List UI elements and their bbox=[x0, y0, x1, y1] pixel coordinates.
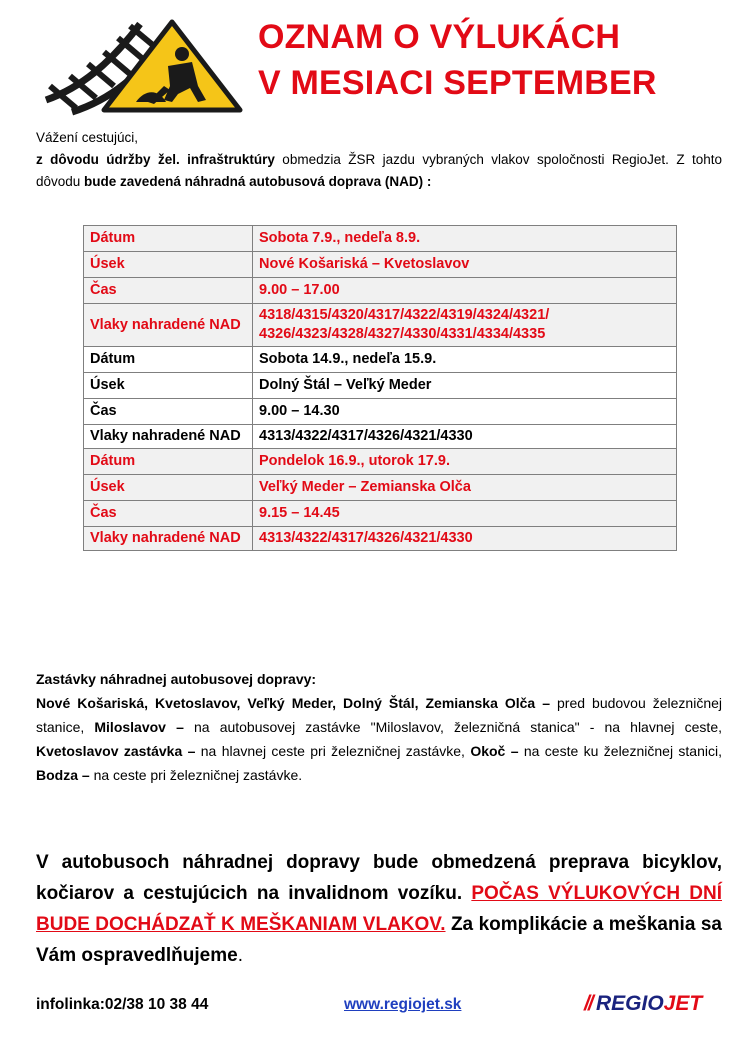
schedule-label: Dátum bbox=[84, 347, 253, 373]
schedule-label: Čas bbox=[84, 501, 253, 527]
stop-2-desc: na autobusovej zastávke "Miloslavov, železničná stanica" - na hlavnej ceste, bbox=[183, 719, 723, 735]
stop-4-name: Okoč – bbox=[470, 743, 519, 759]
schedule-table bbox=[83, 225, 677, 551]
title-line-2: V MESIACI SEPTEMBER bbox=[258, 64, 657, 102]
infoline-phone: infolinka:02/38 10 38 44 bbox=[36, 996, 209, 1013]
notice-apology: Za komplikácie a meškania sa Vám ospravedlňujeme bbox=[36, 914, 722, 966]
intro-bold-1: z dôvodu údržby žel. infraštruktúry bbox=[36, 152, 275, 167]
notice-restrictions: V autobusoch náhradnej dopravy bude obmedzená preprava bicyklov, kočiarov a cestujúcich na invalidnom vozíku. bbox=[36, 852, 722, 904]
schedule-value: 4318/4315/4320/4317/4322/4319/4324/4321/ 4326/4323/4328/4327/4330/4331/4334/4335 bbox=[253, 304, 677, 347]
schedule-row bbox=[84, 373, 677, 399]
schedule-label: Vlaky nahradené NAD bbox=[84, 304, 253, 347]
logo-slashes: // bbox=[584, 992, 592, 1015]
schedule-row bbox=[84, 399, 677, 425]
bus-stops-section bbox=[36, 667, 722, 787]
logo-regio: REGIO bbox=[595, 992, 664, 1015]
stop-group-1-name: Nové Košariská, Kvetoslavov, Veľký Meder, Dolný Štál, Zemianska Olča – bbox=[36, 695, 551, 711]
schedule-row bbox=[84, 501, 677, 527]
intro-text-1: obmedzia ŽSR jazdu vybraných vlakov spoločnosti RegioJet. Z tohto dôvodu bbox=[36, 152, 723, 189]
schedule-row bbox=[84, 252, 677, 278]
schedule-value: Veľký Meder – Zemianska Olča bbox=[253, 475, 677, 501]
schedule-value: 4313/4322/4317/4326/4321/4330 bbox=[253, 425, 677, 449]
schedule-value: Nové Košariská – Kvetoslavov bbox=[253, 252, 677, 278]
schedule-value: Sobota 14.9., nedeľa 15.9. bbox=[253, 347, 677, 373]
page-title bbox=[258, 14, 657, 106]
website-link[interactable]: www.regiojet.sk bbox=[344, 996, 462, 1013]
schedule-row bbox=[84, 304, 677, 347]
schedule-value: 9.00 – 17.00 bbox=[253, 278, 677, 304]
schedule-label: Úsek bbox=[84, 373, 253, 399]
important-notice bbox=[36, 847, 722, 971]
schedule-label: Úsek bbox=[84, 252, 253, 278]
schedule-label: Dátum bbox=[84, 226, 253, 252]
schedule-row bbox=[84, 527, 677, 551]
stop-5-desc: na ceste pri železničnej zastávke. bbox=[89, 767, 303, 783]
schedule-value: Dolný Štál – Veľký Meder bbox=[253, 373, 677, 399]
track-workman-warning-icon bbox=[40, 16, 245, 116]
intro-text bbox=[36, 127, 722, 193]
stop-5-name: Bodza – bbox=[36, 767, 90, 783]
schedule-value: Sobota 7.9., nedeľa 8.9. bbox=[253, 226, 677, 252]
stop-3-name: Kvetoslavov zastávka – bbox=[36, 743, 196, 759]
schedule-row bbox=[84, 278, 677, 304]
schedule-row bbox=[84, 226, 677, 252]
schedule-value: 4313/4322/4317/4326/4321/4330 bbox=[253, 527, 677, 551]
schedule-label: Vlaky nahradené NAD bbox=[84, 425, 253, 449]
schedule-row bbox=[84, 449, 677, 475]
stop-2-name: Miloslavov – bbox=[94, 719, 184, 735]
schedule-value: 9.00 – 14.30 bbox=[253, 399, 677, 425]
notice-period: . bbox=[237, 945, 243, 966]
greeting: Vážení cestujúci, bbox=[36, 130, 139, 145]
schedule-label: Čas bbox=[84, 278, 253, 304]
regiojet-logo bbox=[584, 992, 702, 1016]
schedule-row bbox=[84, 347, 677, 373]
schedule-row bbox=[84, 425, 677, 449]
stops-paragraph bbox=[36, 691, 722, 787]
schedule-label: Čas bbox=[84, 399, 253, 425]
intro-bold-2: bude zavedená náhradná autobusová doprava (NAD) : bbox=[84, 174, 432, 189]
stop-4-desc: na ceste ku železničnej stanici, bbox=[518, 743, 722, 759]
intro-paragraph bbox=[36, 149, 722, 193]
stop-group-1-desc: pred budovou železničnej stanice, bbox=[36, 695, 723, 735]
notice-delay-warning: POČAS VÝLUKOVÝCH DNÍ BUDE DOCHÁDZAŤ K MEŠKANIAM VLAKOV. bbox=[36, 883, 722, 935]
stops-heading: Zastávky náhradnej autobusovej dopravy: bbox=[36, 671, 317, 687]
schedule-label: Dátum bbox=[84, 449, 253, 475]
title-line-1: OZNAM O VÝLUKÁCH bbox=[258, 18, 621, 56]
footer bbox=[36, 992, 726, 1020]
schedule-value: Pondelok 16.9., utorok 17.9. bbox=[253, 449, 677, 475]
schedule-row bbox=[84, 475, 677, 501]
schedule-value: 9.15 – 14.45 bbox=[253, 501, 677, 527]
stop-3-desc: na hlavnej ceste pri železničnej zastávke, bbox=[195, 743, 471, 759]
schedule-label: Úsek bbox=[84, 475, 253, 501]
schedule-label: Vlaky nahradené NAD bbox=[84, 527, 253, 551]
logo-jet: JET bbox=[663, 992, 703, 1015]
